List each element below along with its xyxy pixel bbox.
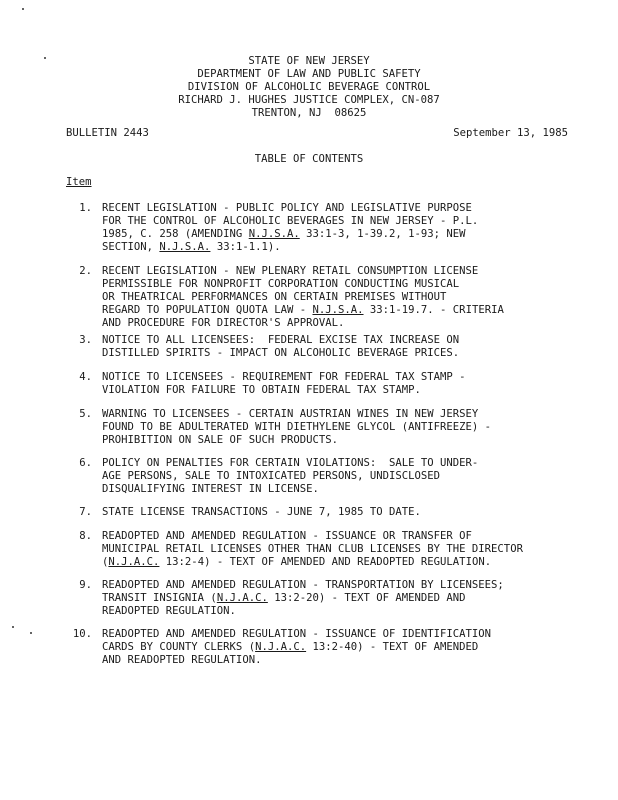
toc-title: TABLE OF CONTENTS xyxy=(254,153,364,165)
scan-speck xyxy=(22,8,24,10)
toc-item-line: RECENT LEGISLATION - PUBLIC POLICY AND LEGISLATIVE PURPOSE xyxy=(102,202,472,214)
toc-item-number: 1. xyxy=(79,202,92,214)
letterhead-city: TRENTON, NJ 08625 xyxy=(251,107,367,119)
toc-item-line: SECTION, N.J.S.A. 33:1-1.1). xyxy=(102,241,281,253)
toc-item-number: 3. xyxy=(79,334,92,346)
toc-item-text xyxy=(102,628,572,667)
toc-item-line: FOR THE CONTROL OF ALCOHOLIC BEVERAGES IN NEW JERSEY - P.L. xyxy=(102,215,479,227)
toc-item-text xyxy=(102,334,572,360)
toc-item-line: PERMISSIBLE FOR NONPROFIT CORPORATION CONDUCTING MUSICAL xyxy=(102,278,460,290)
toc-item-line: STATE LICENSE TRANSACTIONS - JUNE 7, 1985 TO DATE. xyxy=(102,506,421,518)
toc-item-line: NOTICE TO LICENSEES - REQUIREMENT FOR FEDERAL TAX STAMP - xyxy=(102,371,466,383)
toc-item-line: PROHIBITION ON SALE OF SUCH PRODUCTS. xyxy=(102,434,338,446)
toc-item-line: TRANSIT INSIGNIA (N.J.A.C. 13:2-20) - TEXT OF AMENDED AND xyxy=(102,592,466,604)
toc-item-line: RECENT LEGISLATION - NEW PLENARY RETAIL CONSUMPTION LICENSE xyxy=(102,265,479,277)
toc-item-line: REGARD TO POPULATION QUOTA LAW - N.J.S.A. 33:1-19.7. - CRITERIA xyxy=(102,304,504,316)
toc-item-line: DISTILLED SPIRITS - IMPACT ON ALCOHOLIC BEVERAGE PRICES. xyxy=(102,347,460,359)
letterhead xyxy=(0,55,618,120)
toc-item-line: MUNICIPAL RETAIL LICENSES OTHER THAN CLUB LICENSES BY THE DIRECTOR xyxy=(102,543,523,555)
toc-item-line: READOPTED AND AMENDED REGULATION - TRANSPORTATION BY LICENSEES; xyxy=(102,579,504,591)
toc-item-text xyxy=(102,579,572,618)
toc-item-number: 10. xyxy=(72,628,92,640)
letterhead-state: STATE OF NEW JERSEY xyxy=(248,55,370,67)
bulletin-number: BULLETIN 2443 xyxy=(66,127,149,139)
bulletin-date: September 13, 1985 xyxy=(453,127,568,139)
toc-item-number: 4. xyxy=(79,371,92,383)
toc-item-line: READOPTED AND AMENDED REGULATION - ISSUANCE OR TRANSFER OF xyxy=(102,530,472,542)
toc-item-line: POLICY ON PENALTIES FOR CERTAIN VIOLATIONS: SALE TO UNDER- xyxy=(102,457,479,469)
toc-item-number: 6. xyxy=(79,457,92,469)
letterhead-department: DEPARTMENT OF LAW AND PUBLIC SAFETY xyxy=(197,68,421,80)
toc-item-text xyxy=(102,506,572,519)
toc-item-number: 5. xyxy=(79,408,92,420)
toc-item-number: 8. xyxy=(79,530,92,542)
toc-item-text xyxy=(102,457,572,496)
toc-item-line: CARDS BY COUNTY CLERKS (N.J.A.C. 13:2-40) - TEXT OF AMENDED xyxy=(102,641,479,653)
toc-item-line: VIOLATION FOR FAILURE TO OBTAIN FEDERAL TAX STAMP. xyxy=(102,384,421,396)
letterhead-division: DIVISION OF ALCOHOLIC BEVERAGE CONTROL xyxy=(187,81,431,93)
toc-item-line: FOUND TO BE ADULTERATED WITH DIETHYLENE GLYCOL (ANTIFREEZE) - xyxy=(102,421,492,433)
toc-item-line: AND PROCEDURE FOR DIRECTOR'S APPROVAL. xyxy=(102,317,345,329)
toc-item-number: 7. xyxy=(79,506,92,518)
toc-item-line: READOPTED AND AMENDED REGULATION - ISSUANCE OF IDENTIFICATION xyxy=(102,628,492,640)
toc-item-text xyxy=(102,408,572,447)
item-column-heading: Item xyxy=(66,176,92,188)
toc-item-line: AGE PERSONS, SALE TO INTOXICATED PERSONS, UNDISCLOSED xyxy=(102,470,441,482)
toc-item-text xyxy=(102,265,572,330)
toc-item-number: 2. xyxy=(79,265,92,277)
toc-item-text xyxy=(102,202,572,254)
scan-speck xyxy=(30,632,32,634)
toc-item-line: NOTICE TO ALL LICENSEES: FEDERAL EXCISE TAX INCREASE ON xyxy=(102,334,460,346)
toc-item-line: READOPTED REGULATION. xyxy=(102,605,236,617)
scan-speck xyxy=(44,57,46,59)
toc-item-line: OR THEATRICAL PERFORMANCES ON CERTAIN PREMISES WITHOUT xyxy=(102,291,447,303)
toc-item-text xyxy=(102,371,572,397)
scan-speck xyxy=(12,626,14,628)
letterhead-address: RICHARD J. HUGHES JUSTICE COMPLEX, CN-087 xyxy=(178,94,440,106)
toc-item-line: WARNING TO LICENSEES - CERTAIN AUSTRIAN WINES IN NEW JERSEY xyxy=(102,408,479,420)
toc-item-line: DISQUALIFYING INTEREST IN LICENSE. xyxy=(102,483,319,495)
toc-item-line: 1985, C. 258 (AMENDING N.J.S.A. 33:1-3, 1-39.2, 1-93; NEW xyxy=(102,228,466,240)
toc-item-number: 9. xyxy=(79,579,92,591)
toc-item-line: (N.J.A.C. 13:2-4) - TEXT OF AMENDED AND READOPTED REGULATION. xyxy=(102,556,492,568)
toc-item-line: AND READOPTED REGULATION. xyxy=(102,654,262,666)
toc-item-text xyxy=(102,530,572,569)
